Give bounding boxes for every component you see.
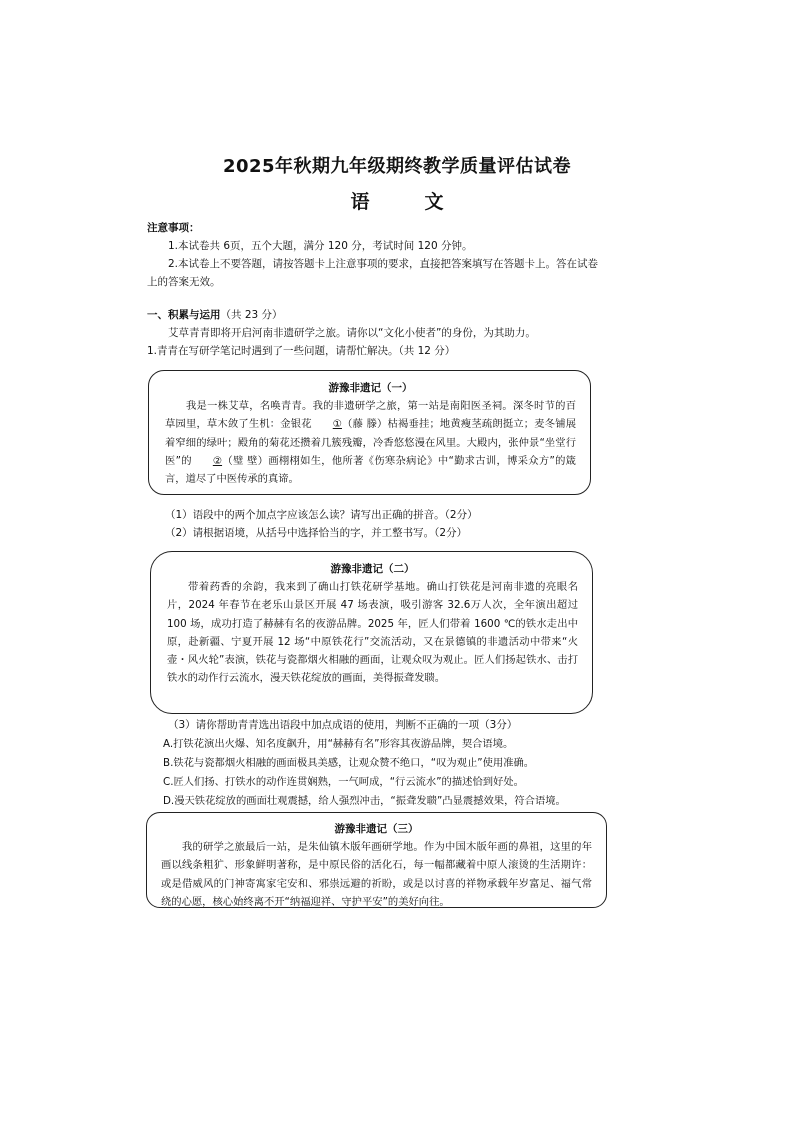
section-1-title: 一、积累与运用 <box>147 309 221 321</box>
section-1-heading <box>147 306 607 324</box>
option-a: A.打铁花演出火爆、知名度飙升，用“赫赫有名”形容其夜游品牌，契合语境。 <box>163 738 514 750</box>
option-c: C.匠人们扬、打铁水的动作连贯娴熟，一气呵成，“行云流水”的描述恰到好处。 <box>163 776 524 788</box>
note-1-title: 游豫非遗记（一） <box>328 382 413 394</box>
subject-title: 语 文 <box>350 191 462 213</box>
exam-title: 2025年秋期九年级期终教学质量评估试卷 <box>222 156 572 177</box>
option-d: D.漫天铁花绽放的画面壮观震撼，给人强烈冲击，“振聋发聩”凸显震撼效果，符合语境。 <box>163 795 566 807</box>
sub-question-1: （1）语段中的两个加点字应该怎么读？请写出正确的拼音。（2分） <box>165 509 478 521</box>
section-1-intro: 艾草青青即将开启河南非遗研学之旅。请你以“文化小使者”的身份，为其助力。 <box>168 327 536 339</box>
notice-item-2: 2.本试卷上不要答题，请按答题卡上注意事项的要求，直接把答案填写在答题卡上。答在试卷上的答案无效。 <box>147 258 599 288</box>
question-1: 1.青青在写研学笔记时遇到了一些问题，请帮忙解决。（共 12 分） <box>147 345 456 357</box>
note-2-body: 带着药香的余韵，我来到了确山打铁花研学基地。确山打铁花是河南非遗的亮眼名片，2024 年春节在老乐山景区开展 47 场表演，吸引游客 32.6万人次，全年演出超过 100 场，成功打造了赫赫有名的夜游品牌。2025 年，匠人们带着 1600 ℃的铁水走出中原，赴新疆、宁夏开展 12 场“中原铁花行”交流活动，又在景德镇的非遗活动中带来“火壶・风火轮”表演，铁花与瓷都烟火相融的画面，让观众叹为观止。匠人们扬起铁水、击打铁水的动作行云流水，漫天铁花绽放的画面，美得振聋发聩。 <box>167 581 578 685</box>
sub-question-3: （3）请你帮助青青选出语段中加点成语的使用，判断不正确的一项（3分） <box>168 719 518 731</box>
notice-heading: 注意事项： <box>147 222 200 234</box>
option-b: B.铁花与瓷都烟火相融的画面极具美感，让观众赞不绝口，“叹为观止”使用准确。 <box>163 757 535 769</box>
note-2-title: 游豫非遗记（二） <box>330 563 415 575</box>
note-box-1 <box>148 370 591 495</box>
blank-1: ① <box>332 418 342 431</box>
note-1-body: 我是一株艾草，名唤青青。我的非遗研学之旅，第一站是南阳医圣祠。深冬时节的百草园里，草木敛了生机：金银花 ①（藤 滕）枯褐垂挂；地黄瘦茎疏朗挺立；麦冬铺展着窄细的绿叶；殿角的菊花还攒着几簇残瓣，冷香悠悠漫在风里。大殿内，张仲景“坐堂行医”的 ②（璧 壁）画栩栩如生，他所著《伤寒杂病论》中“勤求古训，博采众方”的箴言，道尽了中医传承的真谛。 <box>165 400 576 486</box>
note-box-2 <box>150 551 593 714</box>
note-3-title: 游豫非遗记（三） <box>334 823 419 835</box>
blank-2: ② <box>212 454 223 467</box>
note-3-body: 我的研学之旅最后一站，是朱仙镇木版年画研学地。作为中国木版年画的鼻祖，这里的年画以线条粗犷、形象鲜明著称，是中原民俗的活化石，每一幅都藏着中原人滚烫的生活期许：或是借威风的门神寄寓家宅安和、邪祟远避的祈盼，或是以讨喜的祥物承载年岁富足、福气常绕的心愿，核心始终离不开“纳福迎祥、守护平安”的美好向往。 <box>161 841 592 908</box>
note-box-3 <box>146 812 607 908</box>
notice-item-1: 1.本试卷共 6页，五个大题，满分 120 分，考试时间 120 分钟。 <box>168 240 473 252</box>
section-1-score: （共 23 分） <box>220 309 283 321</box>
sub-question-2: （2）请根据语境，从括号中选择恰当的字，并工整书写。（2分） <box>165 527 468 539</box>
